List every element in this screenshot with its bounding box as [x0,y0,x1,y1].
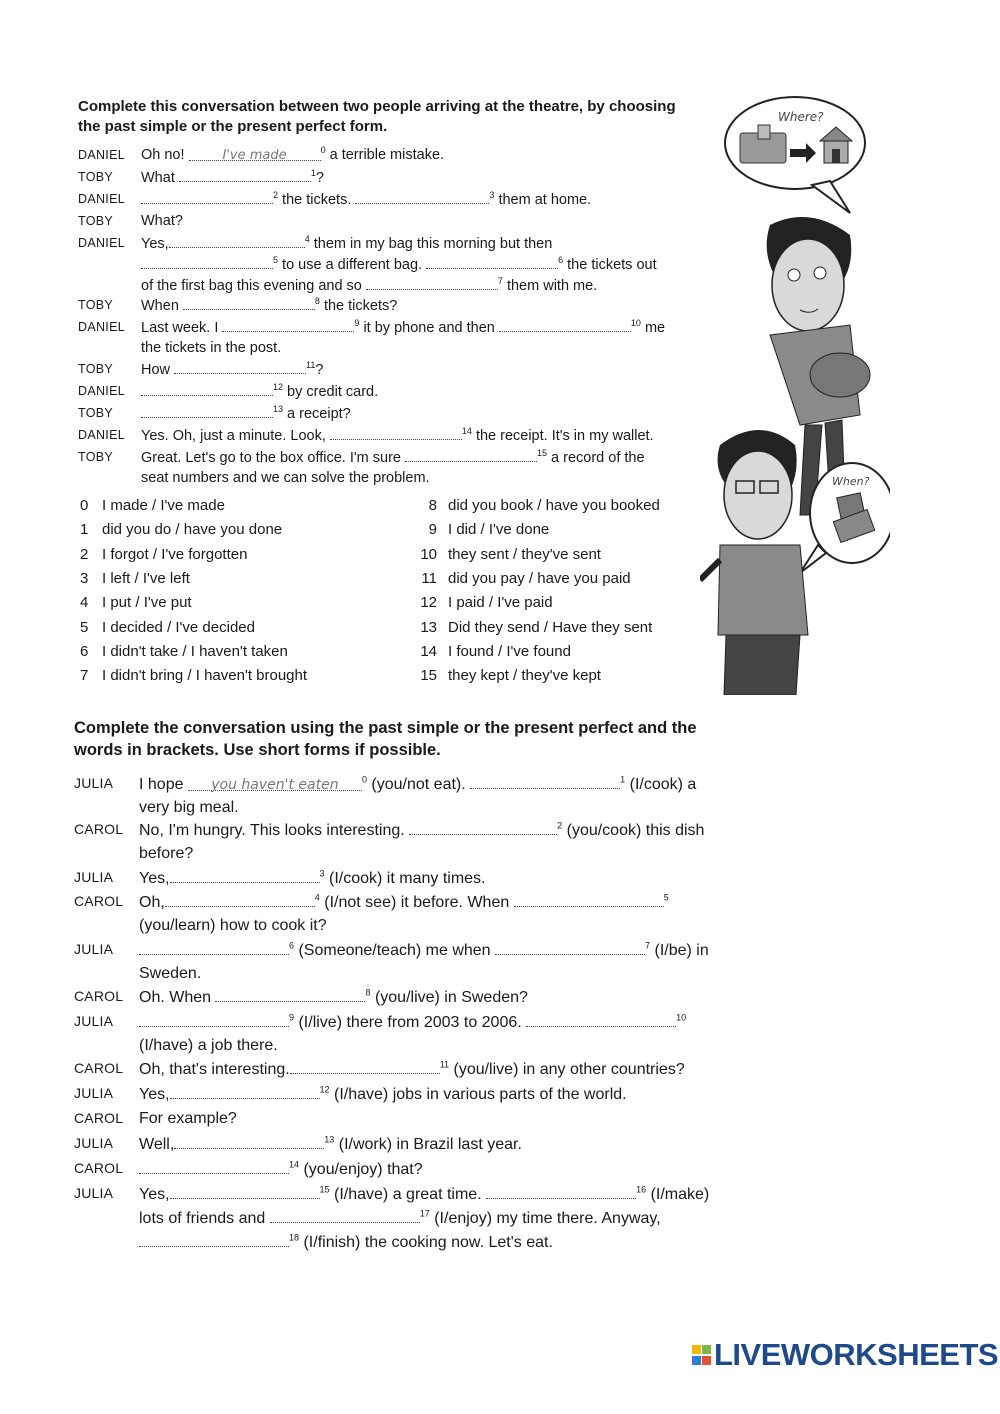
dialogue-line: DANIEL Last week. I $^9$ it by phone and then $^{10}$ me the tickets in the post. [78,318,666,356]
speaker-label: JULIA [74,941,114,957]
speaker-label: CAROL [74,1110,124,1126]
line-text: (you/live) in Sweden? [374,989,528,1006]
line-text: (you/live) in any other countries? [453,1061,685,1078]
option-number: 15 [420,667,437,685]
line-text: (I/be) in [654,942,709,959]
line-text: I hope [139,776,184,793]
line-text: (you/cook) this dish [566,822,705,839]
speaker-label: TOBY [78,170,114,184]
line-text: (you/learn) how to cook it? [139,917,327,934]
option-number: 12 [420,594,437,612]
line-text: ? [315,170,324,186]
line-text: (I/cook) a [629,776,697,793]
option-text: did you book / have you booked [448,497,660,514]
line-text: (I/have) a great time. [334,1186,482,1203]
answer-field-14[interactable] [330,425,462,440]
answer-field-8[interactable] [215,985,365,1002]
answer-field-5[interactable] [514,890,664,907]
answer-field-1[interactable] [179,167,311,182]
line-text: For example? [139,1110,237,1127]
option-number: 1 [80,521,89,539]
option-item [80,618,255,638]
speaker-label: TOBY [78,450,114,464]
line-text: Oh no! [141,147,185,163]
line-text: Oh. When [139,989,212,1006]
answer-field-10[interactable] [499,317,631,332]
line-text: Oh, [139,894,165,911]
speaker-label: JULIA [74,1135,114,1151]
speaker-label: TOBY [78,362,114,376]
dialogue-line: TOBY Great. Let's go to the box office. I'm sure $^{15}$ a record of the seat numbers and we can solve the problem. [78,448,645,486]
line-text: (Someone/teach) me when [298,942,491,959]
option-item [405,569,631,589]
option-text: I didn't bring / I haven't brought [102,667,308,685]
option-item [80,569,190,589]
answer-field-6[interactable] [426,254,558,269]
option-item [80,496,225,516]
line-text: seat numbers and we can solve the problem. [141,470,430,486]
line-text: Yes, [139,1186,170,1203]
liveworksheets-logo [692,1337,998,1373]
line-text: me [644,320,666,336]
line-text: a record of the [551,450,645,466]
option-text: did you pay / have you paid [448,569,631,587]
answer-field-11[interactable] [174,359,306,374]
answer-field-4[interactable] [169,233,305,248]
answer-field-2[interactable] [409,818,557,835]
line-text: very big meal. [139,799,239,816]
line-text: Last week. I [141,320,219,336]
option-item [80,642,288,662]
line-text: lots of friends and [139,1210,266,1227]
line-text: before? [139,845,194,862]
answer-field-10[interactable] [526,1010,676,1027]
dialogue-line: DANIEL Yes, $^4$ them in my bag this morning but then $^5$ to use a different bag. $^6$ the tickets out of the first bag this evening and so $^7$ them with me. [78,234,657,294]
option-number: 13 [420,618,437,636]
speaker-label: JULIA [74,1013,114,1029]
logo-text: LIVEWORKSHEETS [714,1337,999,1372]
option-item [80,666,307,686]
line-text: Yes, [141,236,169,252]
speaker-label: JULIA [74,1085,114,1101]
option-text: I put / I've put [102,594,192,612]
line-text: them at home. [498,192,592,208]
line-text: the receipt. It's in my wallet. [475,428,654,444]
line-text: How [141,362,171,378]
dialogue-line: JULIA $^9$ (I/live) there from 2003 to 2006. $^{10}$ (I/have) a job there. [74,1010,764,1056]
illustration [700,95,890,695]
option-item [405,666,601,686]
line-text: them in my bag this morning but then [313,236,553,252]
option-text: I left / I've left [102,569,190,587]
speaker-label: CAROL [74,821,124,837]
speaker-label: DANIEL [78,428,125,442]
option-number: 0 [80,497,89,514]
exercise1-instructions: Complete this conversation between two people arriving at the theatre, by choosing the past simple or the present perfect form. [78,98,676,135]
option-item [405,545,601,565]
logo-icon [692,1343,712,1367]
answer-field-7[interactable] [366,275,498,290]
answer-field-0[interactable]: I've made [189,146,321,161]
line-text: to use a different bag. [282,257,423,273]
option-text: they sent / they've sent [448,545,601,563]
option-text: I decided / I've decided [102,618,255,636]
option-number: 8 [428,497,437,514]
line-text: (I/cook) it many times. [329,870,486,887]
option-number: 14 [420,642,437,660]
answer-field-3[interactable] [355,189,489,204]
speaker-label: TOBY [78,406,114,420]
answer-field-15[interactable] [405,447,537,462]
line-text: Yes, [139,870,170,887]
dialogue-line: CAROL Oh, $^4$ (I/not see) it before. When $^5$ (you/learn) how to cook it? [74,890,764,936]
bubble-when-label: When? [832,475,870,488]
bubble-where-label: Where? [778,110,824,124]
option-number: 7 [80,667,89,685]
line-text: (I/make) [650,1186,710,1203]
line-text: by credit card. [287,384,379,400]
line-text: No, I'm hungry. This looks interesting. [139,822,405,839]
speaker-label: DANIEL [78,192,125,206]
line-text: (you/enjoy) that? [303,1161,423,1178]
speaker-label: CAROL [74,988,124,1004]
answer-field-15[interactable] [170,1182,320,1199]
answer-field-17[interactable] [270,1206,420,1223]
line-text: a terrible mistake. [329,147,445,163]
line-text: (I/enjoy) my time there. Anyway, [434,1210,661,1227]
line-text: the tickets out [567,257,657,273]
answer-field-1[interactable] [470,772,620,789]
line-text: (I/work) in Brazil last year. [338,1136,522,1153]
line-text: Sweden. [139,965,202,982]
option-text: I made / I've made [102,497,225,514]
speaker-label: DANIEL [78,384,125,398]
dialogue-line: JULIA $^6$ (Someone/teach) me when $^7$ (I/be) in Sweden. [74,938,764,984]
speaker-label: DANIEL [78,148,125,162]
line-text: the tickets. [282,192,352,208]
speaker-label: DANIEL [78,320,125,334]
option-number: 11 [421,569,437,587]
line-text: it by phone and then [363,320,495,336]
option-number: 9 [428,521,437,539]
line-text: When [141,298,179,314]
line-text: the tickets in the post. [141,340,282,356]
line-text: of the first bag this evening and so [141,278,362,294]
speaker-label: DANIEL [78,236,125,250]
line-text: ? [315,362,324,378]
answer-field-11[interactable] [290,1057,440,1074]
speaker-label: JULIA [74,775,114,791]
option-number: 10 [420,545,437,563]
dialogue-line: JULIA Yes, $^{15}$ (I/have) a great time. $^{16}$ (I/make) lots of friends and $^{17}$ (I/enjoy) my time there. Anyway, $^{18}$ (I/finish) the cooking now. Let's eat. [74,1182,764,1252]
line-text: Great. Let's go to the box office. I'm sure [141,450,401,466]
answer-field-9[interactable] [139,1010,289,1027]
option-text: I did / I've done [448,521,550,539]
answer-field-14[interactable] [139,1157,289,1174]
option-text: I found / I've found [448,642,571,660]
dialogue-line: JULIA I hope you haven't eaten $^0$ (you/not eat). $^1$ (I/cook) a very big meal. [74,772,764,818]
speaker-label: TOBY [78,214,114,228]
option-item [405,618,652,638]
answer-field-9[interactable] [222,317,354,332]
option-text: they kept / they've kept [448,667,601,685]
option-item [80,593,192,613]
line-text: a receipt? [287,406,351,422]
answer-field-8[interactable] [183,295,315,310]
option-text: I forgot / I've forgotten [102,545,248,563]
answer-field-5[interactable] [141,254,273,269]
line-text: Yes, [139,1086,170,1103]
answer-field-13[interactable] [174,1132,324,1149]
speaker-label: JULIA [74,1185,114,1201]
line-text: Oh, that's interesting. [139,1061,290,1078]
line-text: them with me. [506,278,598,294]
speaker-label: JULIA [74,869,114,885]
answer-field-6[interactable] [139,938,289,955]
answer-field-2[interactable] [141,189,273,204]
answer-field-16[interactable] [486,1182,636,1199]
dialogue-line: CAROL No, I'm hungry. This looks interesting. $^2$ (you/cook) this dish before? [74,818,764,864]
option-number: 5 [80,618,89,636]
option-text: did you do / have you done [102,521,283,539]
answer-field-7[interactable] [495,938,645,955]
answer-field-12[interactable] [141,381,273,396]
option-text: Did they send / Have they sent [448,618,653,636]
line-text: Yes. Oh, just a minute. Look, [141,428,326,444]
speaker-label: CAROL [74,1160,124,1176]
option-item [80,545,247,565]
line-text: (I/finish) the cooking now. Let's eat. [303,1234,553,1251]
option-number: 4 [80,594,89,612]
answer-field-18[interactable] [139,1230,289,1247]
line-text: (you/not eat). [371,776,466,793]
line-text: (I/have) a job there. [139,1037,278,1054]
answer-field-0[interactable]: you haven't eaten [188,774,362,791]
option-item [80,520,282,540]
line-text: Well, [139,1136,175,1153]
option-item [405,496,660,516]
option-item [405,642,571,662]
line-text: (I/not see) it before. When [324,894,510,911]
answer-field-12[interactable] [170,1082,320,1099]
option-item [405,593,553,613]
line-text: What [141,170,175,186]
line-text: the tickets? [323,298,398,314]
option-number: 2 [80,545,89,563]
answer-field-3[interactable] [170,866,320,883]
option-number: 6 [80,642,89,660]
answer-field-13[interactable] [141,403,273,418]
line-text: (I/have) jobs in various parts of the world. [334,1086,627,1103]
speaker-label: TOBY [78,298,114,312]
option-text: I didn't take / I haven't taken [102,642,288,660]
option-item [405,520,549,540]
speaker-label: CAROL [74,893,124,909]
line-text: What? [141,213,183,229]
answer-field-4[interactable] [165,890,315,907]
person-toby-figure [700,430,808,695]
option-number: 3 [80,569,89,587]
exercise2-instructions: Complete the conversation using the past simple or the present perfect and the words in brackets. Use short forms if possible. [74,719,697,759]
speaker-label: CAROL [74,1060,124,1076]
option-text: I paid / I've paid [448,594,553,612]
line-text: (I/live) there from 2003 to 2006. [298,1014,522,1031]
